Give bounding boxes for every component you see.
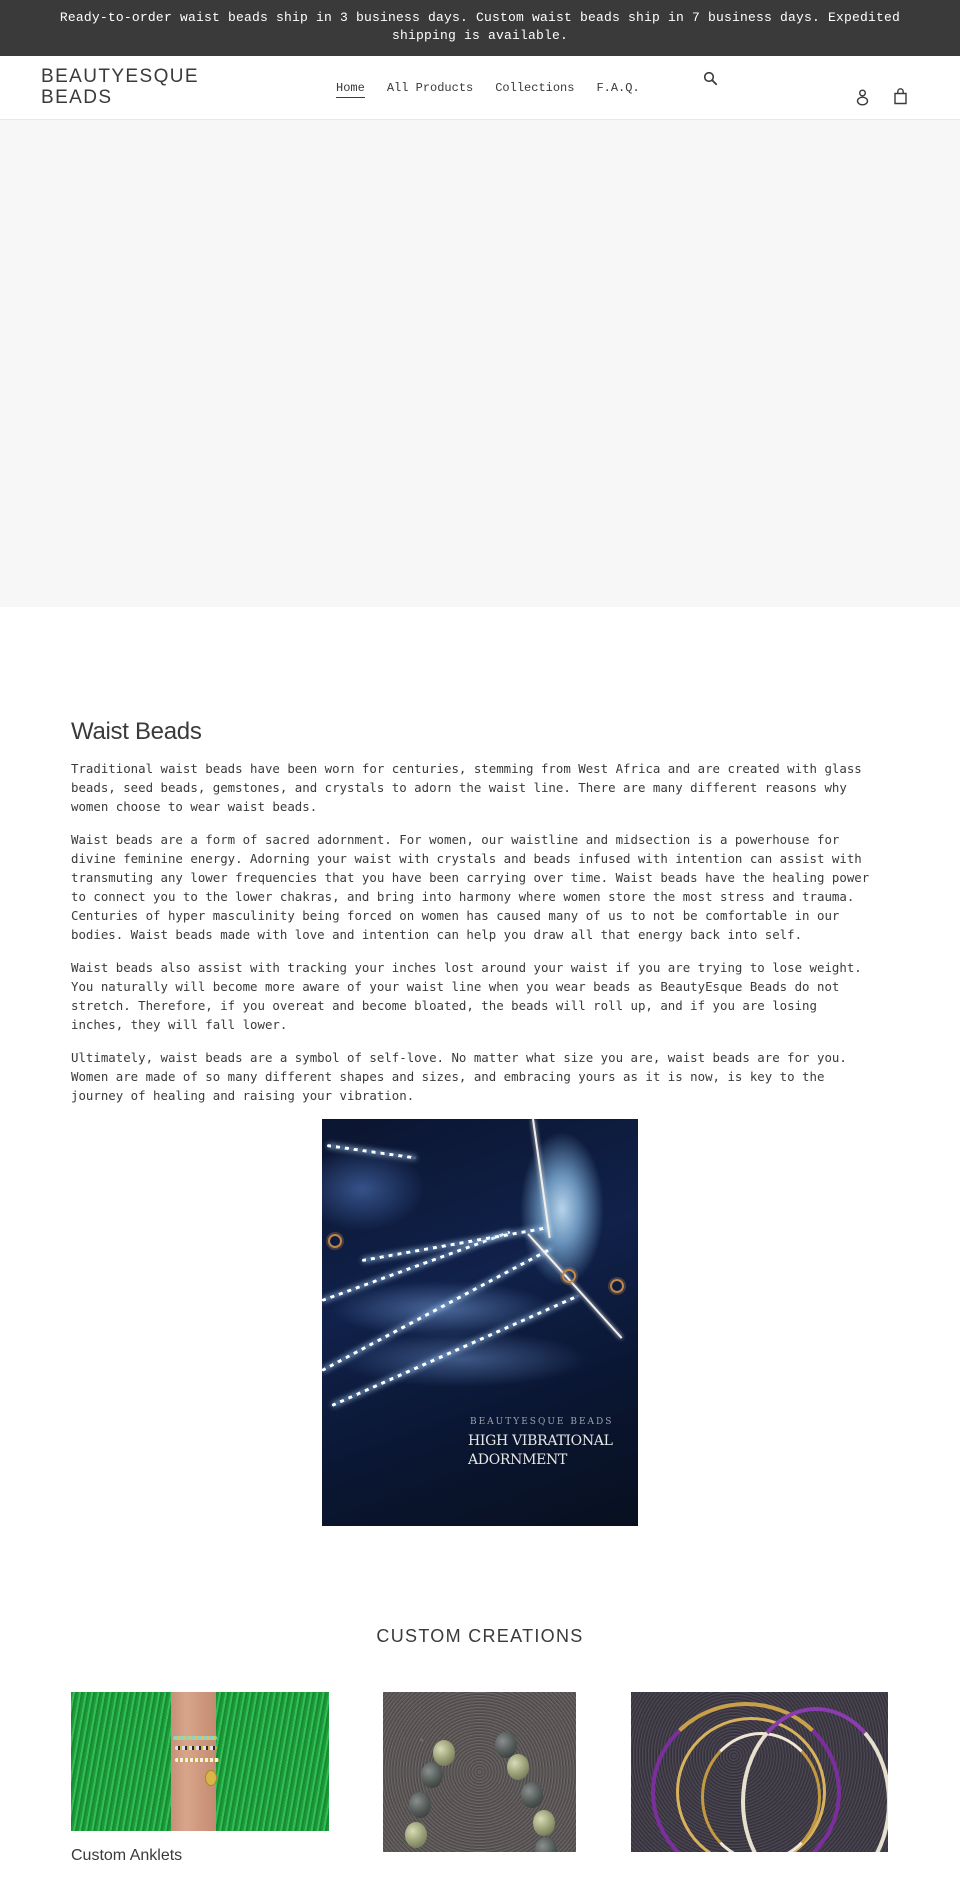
bead-decoration	[535, 1837, 557, 1852]
nav-item-home[interactable]	[325, 80, 376, 96]
nav-item-label: Home	[336, 81, 365, 98]
bead-decoration	[421, 1762, 443, 1788]
cart-icon	[893, 88, 908, 105]
anklet-strand	[175, 1746, 217, 1750]
bead-strand-decoration	[322, 1231, 510, 1302]
anklet-charm	[205, 1770, 217, 1786]
ring-decoration	[610, 1279, 624, 1293]
product-image-anklet	[71, 1692, 329, 1831]
product-image-bracelet	[383, 1692, 576, 1852]
search-button[interactable]	[703, 71, 718, 86]
bead-strand-decoration	[331, 1294, 579, 1407]
anklet-strand	[175, 1758, 219, 1762]
account-button[interactable]	[856, 89, 869, 106]
account-icon	[856, 89, 869, 106]
announcement-text: Ready-to-order waist beads ship in 3 business days. Custom waist beads ship in 7 business days. Expedited shipping is available.	[59, 10, 901, 43]
section-title: Waist Beads	[71, 718, 202, 745]
main-nav	[325, 80, 651, 96]
collection-title: CUSTOM CREATIONS	[376, 1626, 584, 1646]
bead-decoration	[405, 1822, 427, 1848]
nav-item-label: Collections	[495, 81, 575, 95]
ring-decoration	[328, 1234, 342, 1248]
tagline-line: ADORNMENT	[468, 1452, 568, 1468]
announcement-bar	[0, 0, 960, 56]
bead-decoration	[507, 1754, 529, 1780]
product-card-bracelet[interactable]	[383, 1692, 576, 1852]
paragraph: Ultimately, waist beads are a symbol of self-love. No matter what size you are, waist beads are for you. Women are made of so many different shapes and sizes, and embracing yours as it is now, is key to the journey of healing and raising your vibration.	[71, 1050, 847, 1103]
rich-text-body	[71, 759, 889, 1105]
image-tagline	[468, 1432, 613, 1470]
site-logo[interactable]: BEAUTYESQUE BEADS	[41, 66, 199, 108]
nav-item-all-products[interactable]	[376, 80, 484, 96]
image-brand-text: BEAUTYESQUE BEADS	[470, 1417, 614, 1427]
bead-strand-decoration	[327, 1144, 417, 1159]
product-label: Custom Anklets	[71, 1847, 183, 1864]
anklet-strand	[173, 1736, 217, 1740]
bead-decoration	[409, 1792, 431, 1818]
nav-item-label: All Products	[386, 81, 474, 95]
bead-strand-decoration	[362, 1226, 550, 1262]
nav-item-label: F.A.Q.	[596, 81, 640, 95]
product-image-waist-beads	[631, 1692, 888, 1852]
crack-decoration	[527, 1233, 622, 1338]
product-card-waist-beads[interactable]	[631, 1692, 888, 1852]
ring-decoration	[562, 1269, 576, 1283]
product-card-custom-anklets[interactable]	[71, 1692, 329, 1866]
site-header	[0, 56, 960, 120]
nav-item-collections[interactable]	[484, 80, 585, 96]
crack-decoration	[532, 1119, 551, 1238]
nav-item-faq[interactable]	[585, 80, 650, 96]
bead-strand-decoration	[322, 1247, 552, 1372]
paragraph: Waist beads also assist with tracking your inches lost around your waist if you are trying to lose weight. You naturally will become more aware of your waist line when you wear beads as BeautyEsque Beads do not stretch. Therefore, if you overeat and become bloated, the beads will roll up, and if you are losing inches, they will fall lower.	[71, 960, 862, 1032]
hero-banner	[0, 120, 960, 607]
search-icon	[703, 71, 718, 86]
product-grid	[0, 1692, 960, 1892]
rich-text-section	[0, 607, 960, 1105]
bead-decoration	[533, 1810, 555, 1836]
paragraph: Waist beads are a form of sacred adornment. For women, our waistline and midsection is a powerhouse for divine feminine energy. Adorning your waist with crystals and beads infused with intention can assist with transmuting any lower frequencies that you have been carrying over time. Waist beads have the healing power to connect you to the lower chakras, and bring into harmony where women store the most stress and trauma. Centuries of hyper masculinity being forced on women has caused many of us to not be comfortable in our bodies. Waist beads made with love and intention can help you draw all that energy back into self.	[71, 832, 870, 942]
feature-image	[322, 1119, 638, 1526]
tagline-line: HIGH VIBRATIONAL	[468, 1433, 613, 1449]
bead-decoration	[521, 1782, 543, 1808]
cart-button[interactable]	[893, 88, 908, 105]
paragraph: Traditional waist beads have been worn for centuries, stemming from West Africa and are created with glass beads, seed beads, gemstones, and crystals to adorn the waist line. There are many different reasons why women choose to wear waist beads.	[71, 761, 862, 814]
